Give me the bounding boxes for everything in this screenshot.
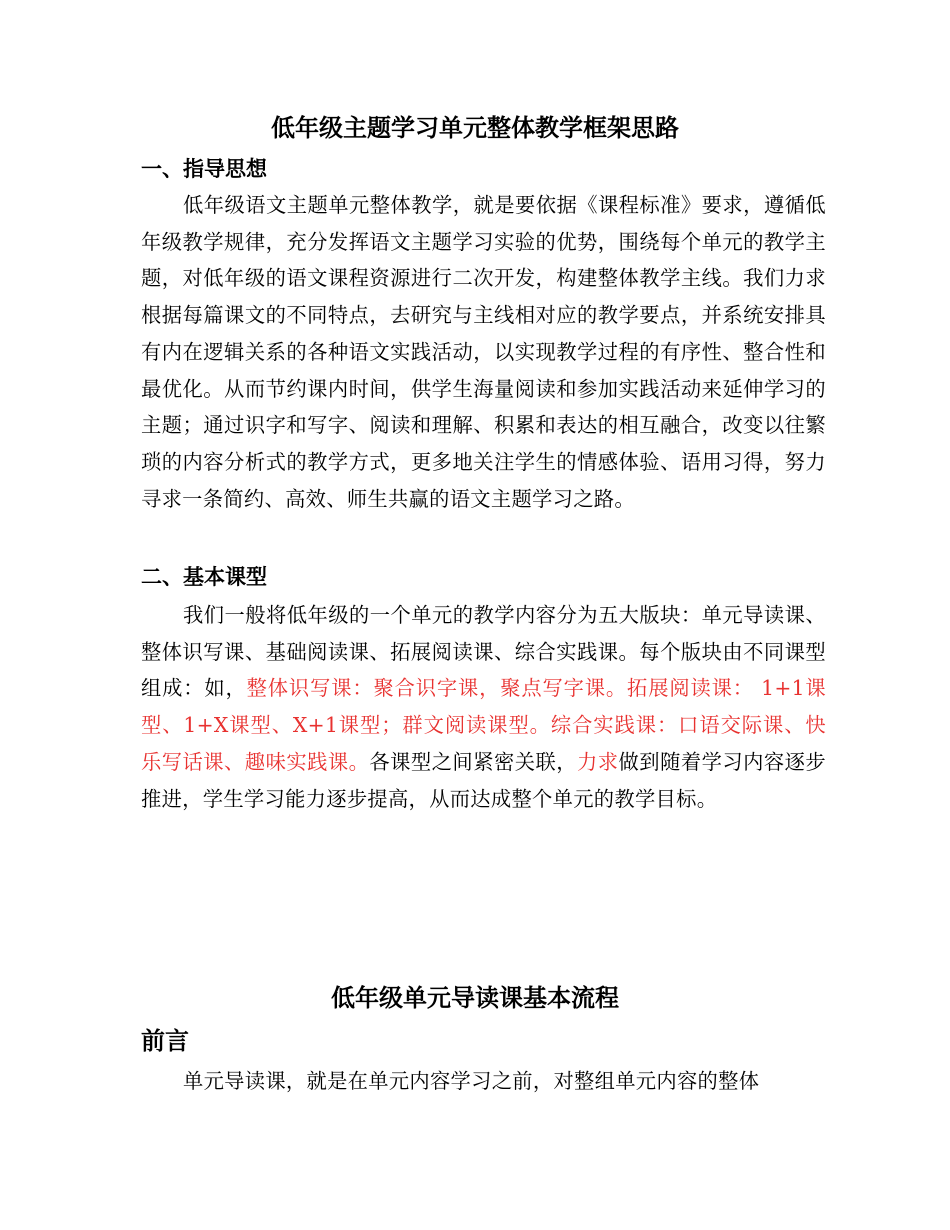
- highlighted-text-run: 整体识写课：聚合识字课，聚点写字课。拓展阅读课： 1+1课型、1+X课型、X+1课型；群文阅读课型。综合实践课：口语交际课、快乐写话课、趣味实践课。: [141, 676, 826, 774]
- paragraph-basic-lesson-types: [141, 597, 826, 817]
- text-run: 做到随着学习内容逐步推进，学生学习能力逐步提高，从而达成整个单元的教学目标。: [141, 749, 826, 811]
- text-run: 我们一般将低年级的一个单元的教学内容分为五大版块：单元导读课、整体识写课、基础阅读课、拓展阅读课、综合实践课。每个版块由不同课型组成：如，: [141, 603, 826, 701]
- section-heading-guiding-ideology: 一、指导思想: [141, 157, 267, 181]
- paragraph-preface: 单元导读课，就是在单元内容学习之前，对整组单元内容的整体: [183, 1069, 760, 1093]
- highlighted-text-run: 力求: [577, 749, 619, 774]
- document-title: 低年级主题学习单元整体教学框架思路: [271, 114, 679, 142]
- document-title-2: 低年级单元导读课基本流程: [331, 984, 619, 1012]
- section-heading-basic-lesson-types: 二、基本课型: [141, 565, 267, 589]
- section-heading-preface: 前言: [141, 1027, 189, 1055]
- paragraph-guiding-ideology: 低年级语文主题单元整体教学，就是要依据《课程标准》要求，遵循低年级教学规律，充分发挥语文主题学习实验的优势，围绕每个单元的教学主题，对低年级的语文课程资源进行二次开发，构建整体教学主线。我们力求根据每篇课文的不同特点，去研究与主线相对应的教学要点，并系统安排具有内在逻辑关系的各种语文实践活动，以实现教学过程的有序性、整合性和最优化。从而节约课内时间，供学生海量阅读和参加实践活动来延伸学习的主题；通过识字和写字、阅读和理解、积累和表达的相互融合，改变以往繁琐的内容分析式的教学方式，更多地关注学生的情感体验、语用习得，努力寻求一条简约、高效、师生共赢的语文主题学习之路。: [141, 193, 826, 511]
- text-run: 各课型之间紧密关联，: [369, 749, 578, 774]
